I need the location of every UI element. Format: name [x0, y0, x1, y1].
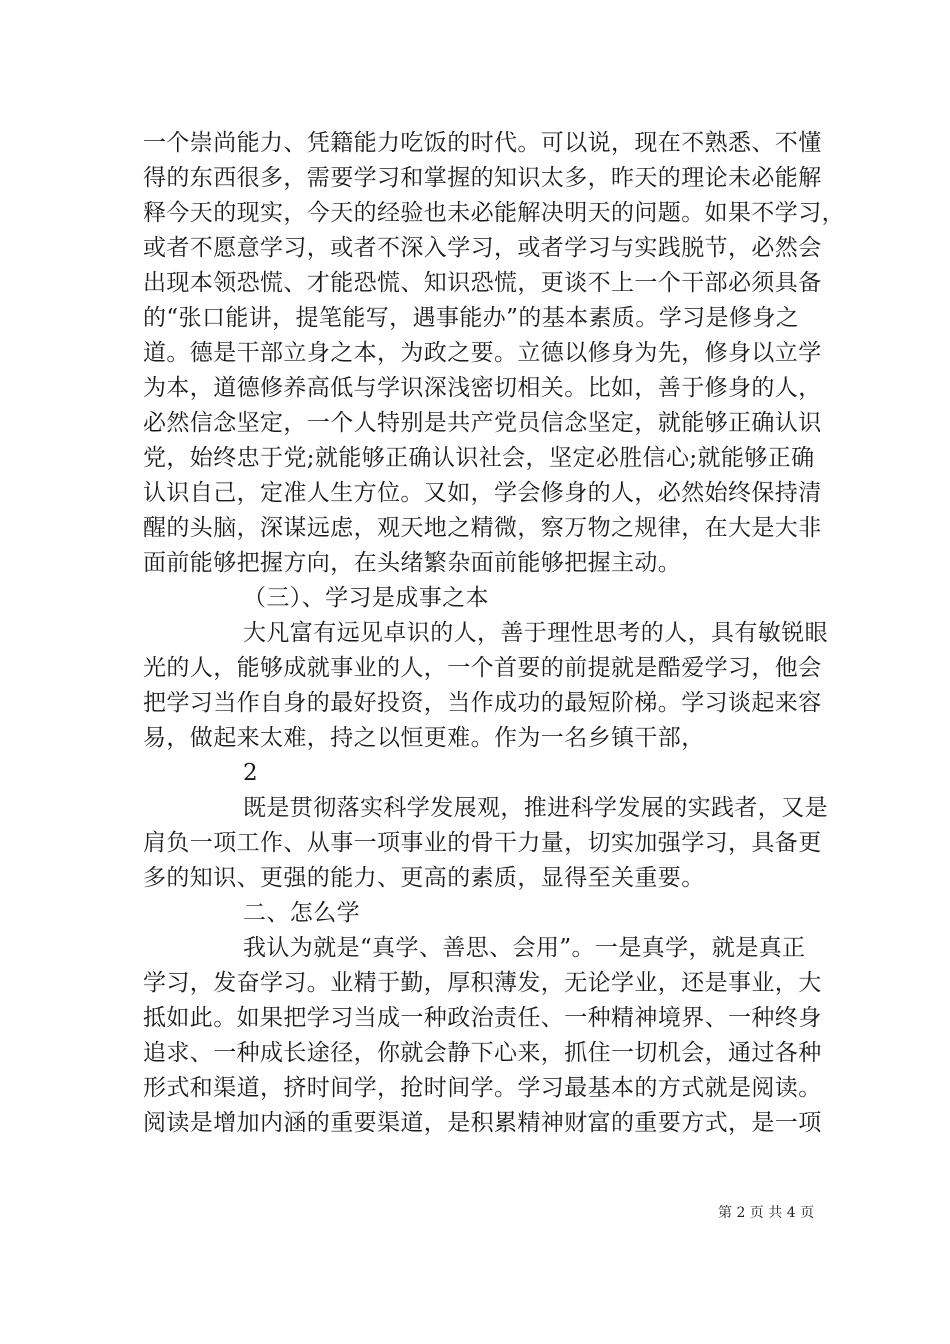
body-text-line: 抵如此。如果把学习当成一种政治责任、一种精神境界、一种终身 — [143, 1005, 822, 1031]
body-text-line: 形式和渠道，挤时间学，抢时间学。学习最基本的方式就是阅读。 — [143, 1075, 822, 1101]
body-text-line: 既是贯彻落实科学发展观，推进科学发展的实践者，又是 — [243, 795, 828, 821]
body-text-line: 道。德是干部立身之本，为政之要。立德以修身为先，修身以立学 — [143, 340, 822, 366]
body-text-line: 一个崇尚能力、凭籍能力吃饭的时代。可以说，现在不熟悉、不懂 — [143, 130, 822, 156]
section-heading: （三）、学习是成事之本 — [243, 585, 489, 611]
body-text-line: 多的知识、更强的能力、更高的素质，显得至关重要。 — [143, 865, 705, 891]
body-text-line: 易，做起来太难，持之以恒更难。作为一名乡镇干部， — [143, 725, 705, 751]
body-text-line: 大凡富有远见卓识的人，善于理性思考的人，具有敏锐眼 — [243, 620, 828, 646]
body-text-line: 追求、一种成长途径，你就会静下心来，抓住一切机会，通过各种 — [143, 1040, 822, 1066]
body-text-line: 学习，发奋学习。业精于勤，厚积薄发，无论学业，还是事业，大 — [143, 970, 822, 996]
body-text-line: 面前能够把握方向，在头绪繁杂面前能够把握主动。 — [143, 550, 682, 576]
body-text-line: 醒的头脑，深谋远虑，观天地之精微，察万物之规律，在大是大非 — [143, 515, 822, 541]
body-text-line: 的“张口能讲，提笔能写，遇事能办”的基本素质。学习是修身之 — [143, 305, 800, 331]
section-heading: 二、怎么学 — [243, 900, 360, 926]
body-text-line: 党，始终忠于党;就能够正确认识社会，坚定必胜信心;就能够正确 — [143, 445, 815, 471]
page-marker: 2 — [243, 760, 259, 786]
body-text-line: 我认为就是“真学、善思、会用”。一是真学，就是真正 — [243, 935, 806, 961]
page-footer: 第 2 页 共 4 页 — [718, 1205, 815, 1221]
body-text-line: 出现本领恐慌、才能恐慌、知识恐慌，更谈不上一个干部必须具备 — [143, 270, 822, 296]
body-text-line: 阅读是增加内涵的重要渠道，是积累精神财富的重要方式，是一项 — [143, 1110, 822, 1136]
body-text-line: 释今天的现实，今天的经验也未必能解决明天的问题。如果不学习， — [143, 200, 845, 226]
body-text-line: 或者不愿意学习，或者不深入学习，或者学习与实践脱节，必然会 — [143, 235, 822, 261]
body-text-line: 光的人，能够成就事业的人，一个首要的前提就是酷爱学习，他会 — [143, 655, 822, 681]
body-text-line: 肩负一项工作、从事一项事业的骨干力量，切实加强学习，具备更 — [143, 830, 822, 856]
body-text-line: 必然信念坚定，一个人特别是共产党员信念坚定，就能够正确认识 — [143, 410, 822, 436]
body-text-line: 认识自己，定准人生方位。又如，学会修身的人，必然始终保持清 — [143, 480, 822, 506]
body-text-line: 为本，道德修养高低与学识深浅密切相关。比如，善于修身的人， — [143, 375, 822, 401]
body-text-line: 把学习当作自身的最好投资，当作成功的最短阶梯。学习谈起来容 — [143, 690, 822, 716]
body-text-line: 得的东西很多，需要学习和掌握的知识太多，昨天的理论未必能解 — [143, 165, 822, 191]
